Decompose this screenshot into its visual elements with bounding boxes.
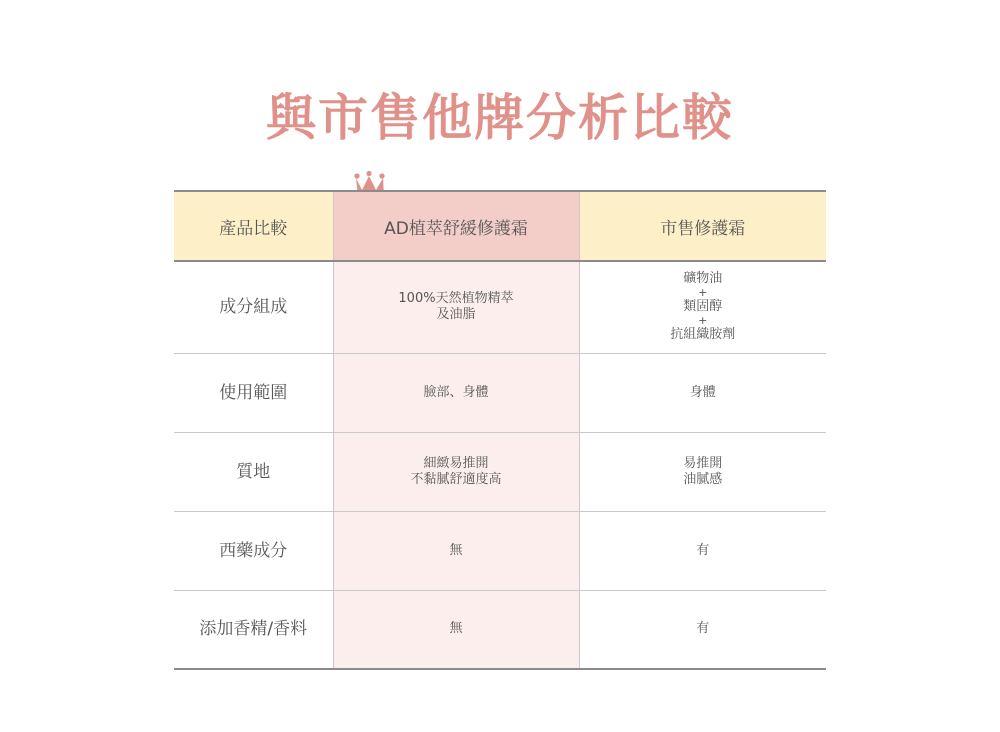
row-label: 添加香精/香料 [174,590,333,669]
comparison-table [174,190,826,670]
ad-cream-cell [333,590,579,669]
table-row [174,590,826,669]
ad-cream-cell [333,511,579,590]
row-label: 成分組成 [174,261,333,353]
table-row [174,353,826,432]
market-cream-cell [579,590,826,669]
table-row [174,261,826,353]
cell-line: 易推開 [683,455,723,471]
market-cream-cell [579,511,826,590]
cell-line: 無 [449,621,463,637]
row-label: 質地 [174,432,333,511]
cell-line: 細緻易推開 [423,455,489,471]
header-market-cream: 市售修護霜 [579,191,826,261]
cell-line: 無 [449,542,463,558]
cell-line: 有 [696,621,710,637]
row-label: 使用範圍 [174,353,333,432]
row-label: 西藥成分 [174,511,333,590]
cell-line: 不黏膩舒適度高 [410,471,502,487]
cell-line: 礦物油 [683,271,723,287]
table-header-row [174,191,826,261]
cell-line: 身體 [689,384,716,400]
cell-line: 類固醇 [683,299,723,315]
header-product-compare: 產品比較 [174,191,333,261]
cell-line: 抗組織胺劑 [670,327,736,343]
header-ad-cream: AD植萃舒緩修護霜 [333,191,579,261]
table-row [174,511,826,590]
market-cream-cell [579,261,826,353]
page-title: 與市售他牌分析比較 [266,89,734,147]
cell-line: 臉部、身體 [423,384,489,400]
plus-sign: + [698,286,708,300]
cell-line: 及油脂 [436,307,476,323]
ad-cream-cell [333,261,579,353]
plus-sign: + [698,314,708,328]
market-cream-cell [579,353,826,432]
cell-line: 100%天然植物精萃 [398,291,514,307]
cell-line: 油膩感 [683,471,723,487]
table-row [174,432,826,511]
cell-line: 有 [696,542,710,558]
ad-cream-cell [333,353,579,432]
market-cream-cell [579,432,826,511]
ad-cream-cell [333,432,579,511]
